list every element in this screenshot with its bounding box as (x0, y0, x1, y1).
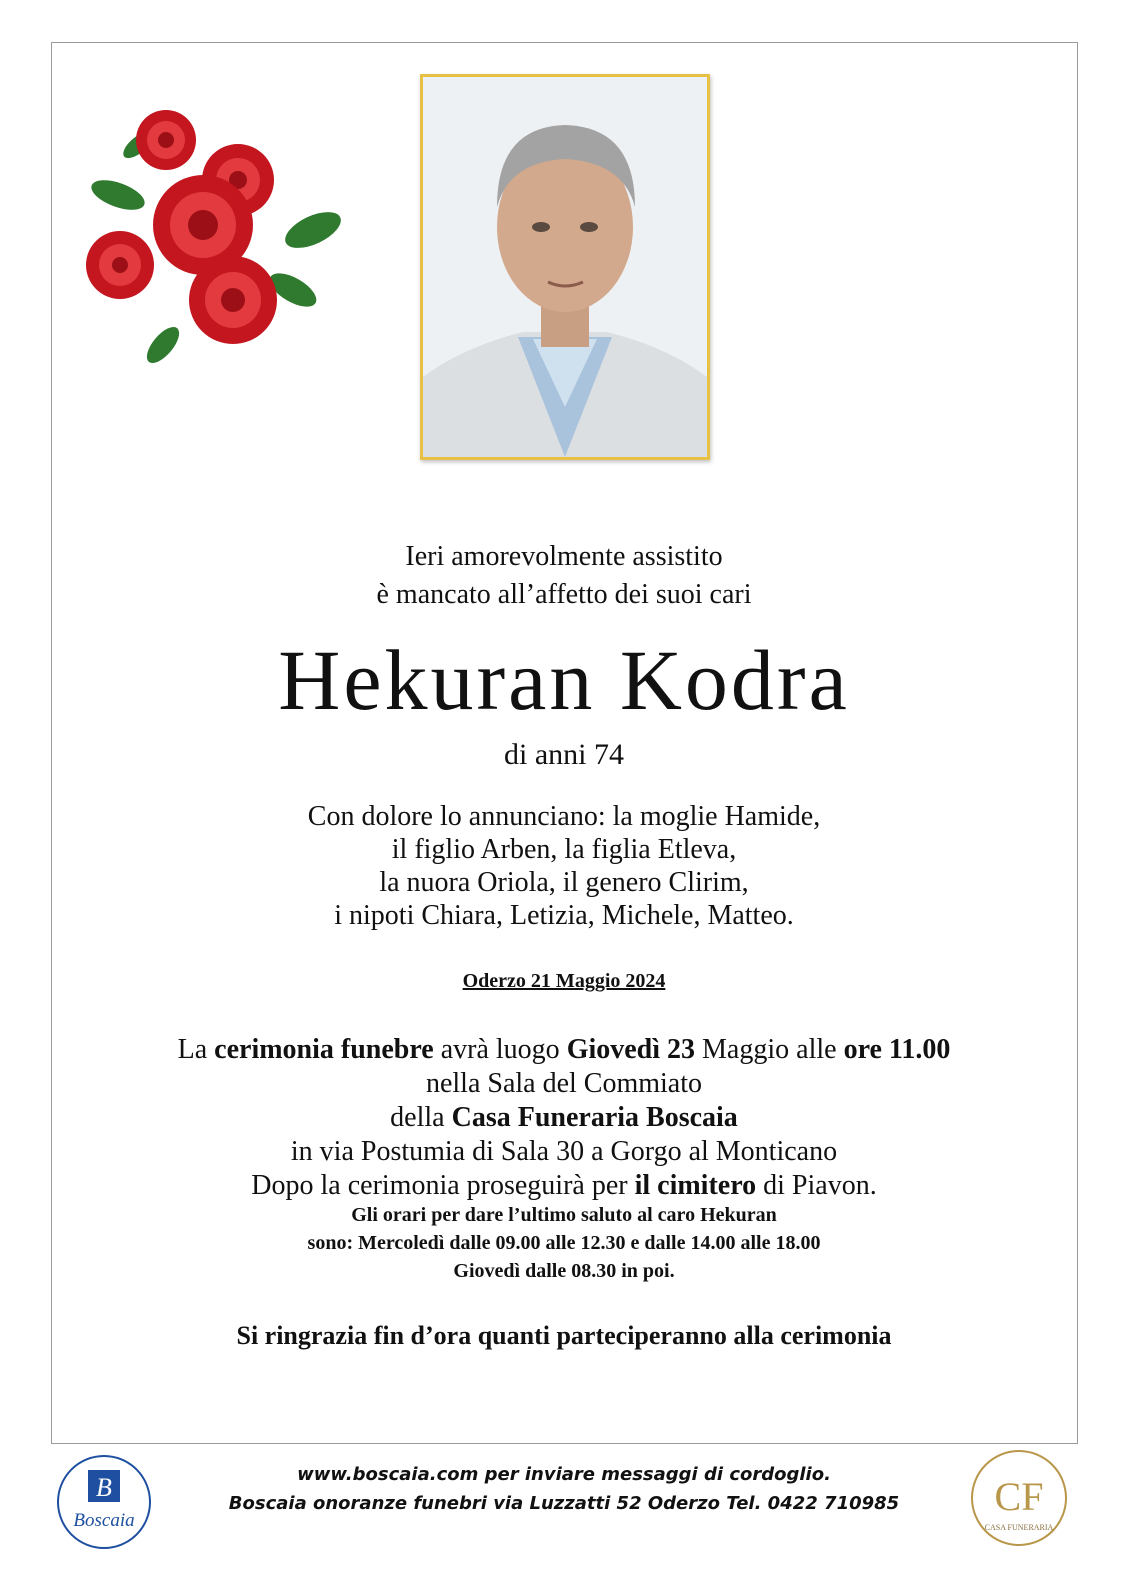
ceremony-line-2: nella Sala del Commiato (425, 1068, 703, 1099)
boscaia-logo-text: Boscaia (73, 1510, 135, 1531)
cemetery-label: il cimitero (634, 1170, 757, 1201)
visiting-hours-line-3: Giovedì dalle 08.30 in poi. (453, 1260, 675, 1282)
intro-line-1: Ieri amorevolmente assistito (405, 541, 723, 572)
visiting-hours-line-1: Gli orari per dare l’ultimo saluto al caro Hekuran (351, 1204, 777, 1226)
place-date-text: Oderzo 21 Maggio 2024 (462, 970, 666, 992)
announcement-line-2: il figlio Arben, la figlia Etleva, (391, 834, 737, 865)
roses-image (78, 95, 348, 365)
casa-funeraria-monogram: CF (994, 1474, 1044, 1519)
ceremony-text: La (177, 1034, 215, 1065)
ceremony-text: Maggio alle (695, 1034, 844, 1065)
thanks-text: Si ringrazia fin d’ora quanti parteciperanno alla cerimonia (236, 1321, 892, 1350)
ceremony-line-4: in via Postumia di Sala 30 a Gorgo al Monticano (290, 1136, 838, 1167)
ceremony-info (0, 1033, 1128, 1203)
boscaia-monogram: B (96, 1473, 112, 1502)
ceremony-time: ore 11.00 (843, 1034, 951, 1065)
intro-line-2: è mancato all’affetto dei suoi cari (376, 579, 752, 610)
ceremony-line-5 (0, 1169, 1128, 1203)
intro-text (0, 538, 1128, 614)
ceremony-text: di Piavon. (756, 1170, 877, 1201)
casa-funeraria-logo (969, 1448, 1069, 1548)
place-date (0, 968, 1128, 994)
deceased-name: Hekuran Kodra (278, 632, 850, 728)
ceremony-line-1 (0, 1033, 1128, 1067)
ceremony-text: avrà luogo (433, 1034, 567, 1065)
announcement (0, 800, 1128, 932)
ceremony-line-3 (0, 1101, 1128, 1135)
portrait-image (423, 77, 707, 457)
ceremony-day: Giovedì 23 (566, 1034, 696, 1065)
ceremony-text: Dopo la cerimonia proseguirà per (251, 1170, 635, 1201)
ceremony-type: cerimonia funebre (214, 1034, 434, 1065)
deceased-age: di anni 74 (504, 738, 624, 771)
visiting-hours (0, 1201, 1128, 1285)
visiting-hours-line-2: sono: Mercoledì dalle 09.00 alle 12.30 e dalle 14.00 alle 18.00 (307, 1232, 821, 1254)
footer-website-line: www.boscaia.com per inviare messaggi di cordoglio. (297, 1464, 831, 1485)
portrait-photo (420, 74, 710, 460)
ceremony-text: della (390, 1102, 452, 1133)
announcement-line-1: Con dolore lo annunciano: la moglie Hamide, (307, 801, 821, 832)
funeral-home-name: Casa Funeraria Boscaia (451, 1102, 738, 1133)
announcement-line-3: la nuora Oriola, il genero Clirim, (379, 867, 749, 898)
casa-funeraria-logo-text: CASA FUNERARIA (984, 1523, 1054, 1532)
footer-address-line: Boscaia onoranze funebri via Luzzatti 52 Oderzo Tel. 0422 710985 (228, 1493, 900, 1514)
announcement-line-4: i nipoti Chiara, Letizia, Michele, Matteo. (334, 900, 794, 931)
